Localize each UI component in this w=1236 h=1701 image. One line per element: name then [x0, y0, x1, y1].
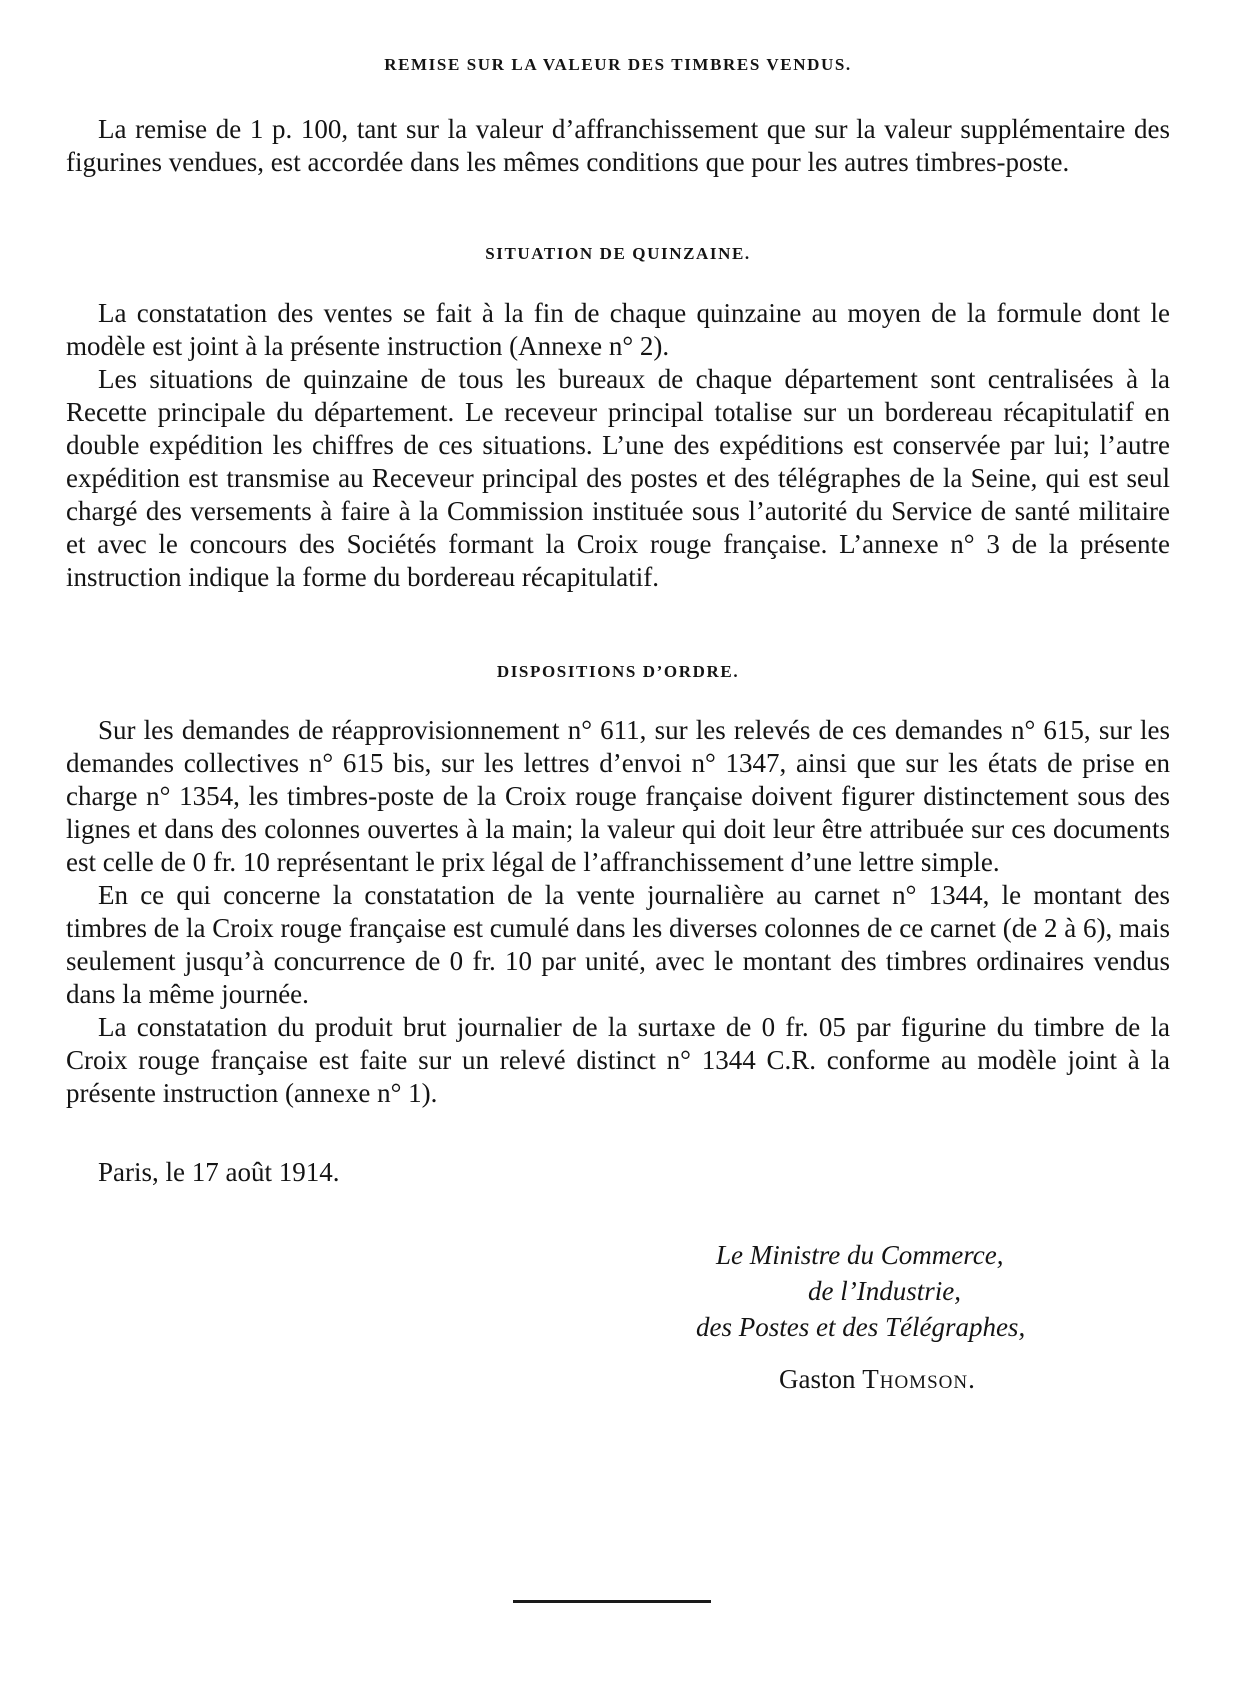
signature-line: Le Ministre du Commerce, [716, 1240, 1004, 1270]
section-body-situation [66, 297, 1170, 594]
signer-name [779, 1363, 1170, 1396]
section-heading-situation: SITUATION DE QUINZAINE. [485, 244, 751, 263]
signature-line: des Postes et des Télégraphes, [696, 1312, 1026, 1342]
paragraph: La remise de 1 p. 100, tant sur la valeur d’affranchissement que sur la valeur supplémentaire des figurines vendues, est accordée dans les mêmes conditions que pour les autres timbres-poste. [66, 114, 1170, 177]
signature-line: de l’Industrie, [808, 1276, 961, 1306]
paragraph: Les situations de quinzaine de tous les bureaux de chaque département sont centralisées à la Recette principale du département. Le receveur principal totalise sur un bordereau récapitulatif en double expédition les chiffres de ces situations. L’une des expéditions est conservée par lui; l’autre expédition est transmise au Receveur principal des postes et des télégraphes de la Seine, qui est seul chargé des versements à faire à la Commission instituée sous l’autorité du Service de santé militaire et avec le concours des Sociétés formant la Croix rouge française. L’annexe n° 3 de la présente instruction indique la forme du bordereau récapitulatif. [66, 364, 1170, 592]
closing-rule [513, 1600, 711, 1603]
dateline: Paris, le 17 août 1914. [98, 1157, 340, 1187]
signer-first-name: Gaston [779, 1364, 856, 1394]
paragraph: La constatation des ventes se fait à la fin de chaque quinzaine au moyen de la formule dont le modèle est joint à la présente instruction (Annexe n° 2). [66, 298, 1170, 361]
section-body-dispositions [66, 714, 1170, 1110]
section-heading-remise: REMISE SUR LA VALEUR DES TIMBRES VENDUS. [384, 55, 852, 74]
paragraph: La constatation du produit brut journalier de la surtaxe de 0 fr. 05 par figurine du timbre de la Croix rouge française est faite sur un relevé distinct n° 1344 C.R. conforme au modèle joint à la présente instruction (annexe n° 1). [66, 1012, 1170, 1108]
section-body-remise [66, 113, 1170, 179]
signature-title [696, 1237, 1170, 1345]
paragraph: En ce qui concerne la constatation de la vente journalière au carnet n° 1344, le montant des timbres de la Croix rouge française est cumulé dans les diverses colonnes de ce carnet (de 2 à 6), mais seulement jusqu’à concurrence de 0 fr. 10 par unité, avec le montant des timbres ordinaires vendus dans la même journée. [66, 880, 1170, 1009]
paragraph: Sur les demandes de réapprovisionnement n° 611, sur les relevés de ces demandes n° 615, sur les demandes collectives n° 615 bis, sur les lettres d’envoi n° 1347, ainsi que sur les états de prise en charge n° 1354, les timbres-poste de la Croix rouge française doivent figurer distinctement sous des lignes et dans des colonnes ouvertes à la main; la valeur qui doit leur être attribuée sur ces documents est celle de 0 fr. 10 représentant le prix légal de l’affranchissement d’une lettre simple. [66, 715, 1170, 877]
signer-last-name: Thomson. [862, 1364, 976, 1394]
section-heading-dispositions: DISPOSITIONS D’ORDRE. [496, 662, 740, 681]
